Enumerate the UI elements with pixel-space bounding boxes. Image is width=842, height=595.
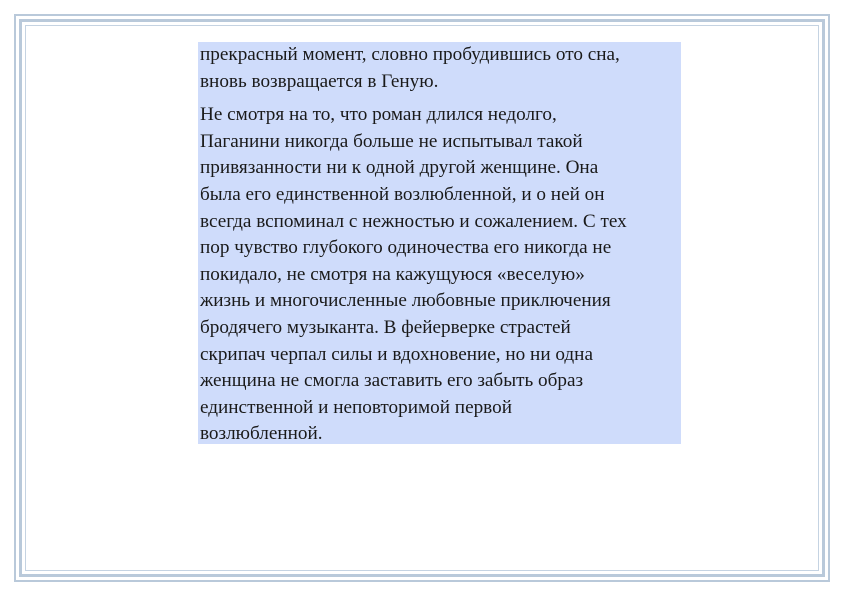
paragraph-2 xyxy=(200,102,681,448)
text-line: единственной и неповторимой первой xyxy=(200,396,512,418)
paragraph-1 xyxy=(200,42,681,95)
text-line: прекрасный момент, словно пробудившись ото сна, xyxy=(200,44,620,65)
text-line: всегда вспоминал с нежностью и сожалением. С тех xyxy=(200,210,627,232)
text-line: была его единственной возлюбленной, и о ней он xyxy=(200,183,605,205)
text-line: Не смотря на то, что роман длился недолго, xyxy=(200,104,557,126)
text-line: жизнь и многочисленные любовные приключения xyxy=(200,290,611,312)
text-line: женщина не смогла заставить его забыть образ xyxy=(200,370,584,392)
text-line: бродячего музыканта. В фейерверке страстей xyxy=(200,316,571,338)
text-line: вновь возвращается в Геную. xyxy=(200,70,439,92)
text-box xyxy=(198,42,681,444)
text-line: возлюбленной. xyxy=(200,423,323,445)
text-line: скрипач черпал силы и вдохновение, но ни одна xyxy=(200,343,593,365)
text-line: пор чувство глубокого одиночества его никогда не xyxy=(200,237,612,259)
text-line: привязанности ни к одной другой женщине. Она xyxy=(200,157,599,179)
text-line: Паганини никогда больше не испытывал такой xyxy=(200,130,583,152)
text-line: покидало, не смотря на кажущуюся «веселую» xyxy=(200,263,585,285)
